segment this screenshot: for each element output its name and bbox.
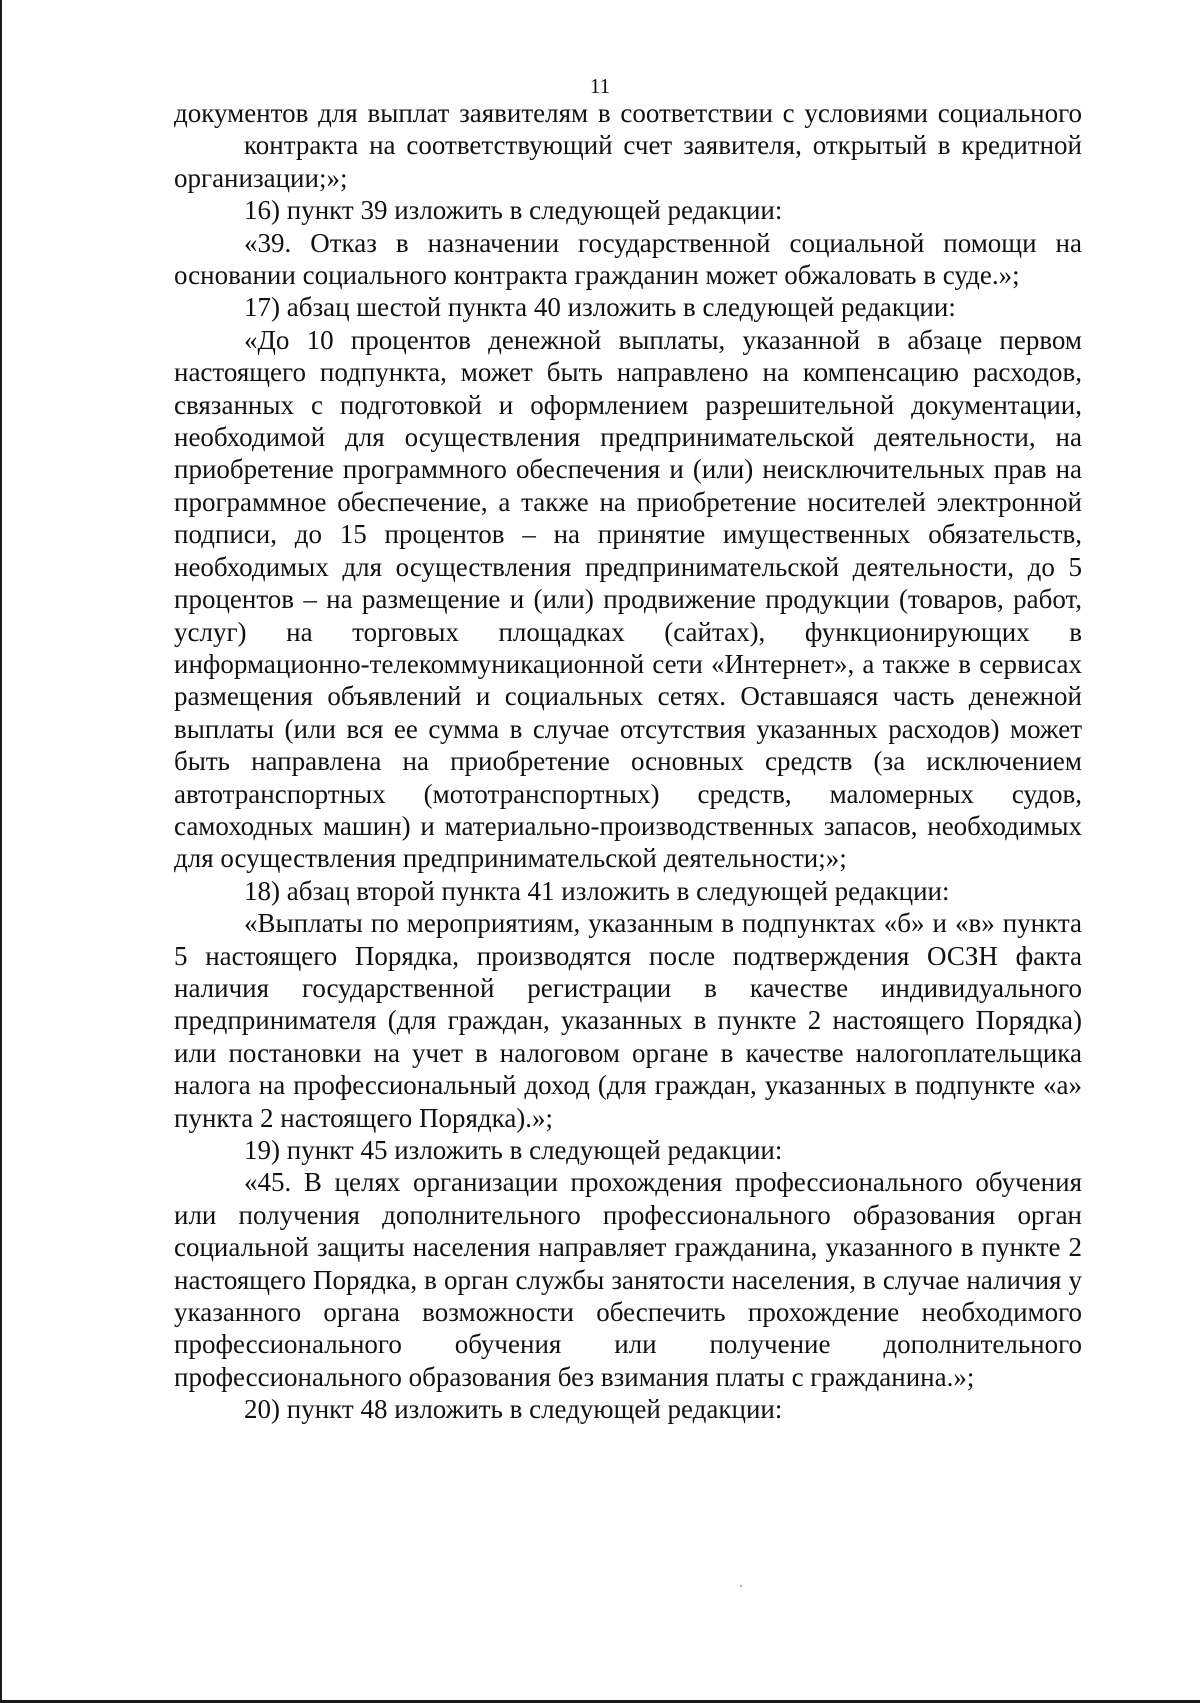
amendment-item-18: 18) абзац второй пункта 41 изложить в следующей редакции:: [244, 875, 950, 906]
document-body: [174, 97, 1082, 1426]
amendment-item-20: 20) пункт 48 изложить в следующей редакции:: [244, 1394, 783, 1425]
amendment-item-16: 16) пункт 39 изложить в следующей редакции:: [244, 195, 783, 226]
quoted-clause-41: «Выплаты по мероприятиям, указанным в подпунктах «б» и «в» пункта 5 настоящего Порядка, производятся после подтверждения ОСЗН факта наличия государственной регистрации в качестве индивидуального предпринимателя (для граждан, указанных в пункте 2 настоящего Порядка) или постановки на учет в налоговом органе в качестве налогоплательщика налога на профессиональный доход (для граждан, указанных в подпункте «а» пункта 2 настоящего Порядка).»;: [174, 908, 1082, 1133]
paragraph-continuation: документов для выплат заявителям в соответствии с условиями социального: [174, 98, 1082, 128]
paragraph-account: контракта на соответствующий счет заявителя, открытый в кредитной организации;»;: [174, 130, 1082, 193]
amendment-item-19: 19) пункт 45 изложить в следующей редакции:: [244, 1135, 783, 1165]
scan-speck: [740, 1585, 742, 1587]
quoted-clause-39: «39. Отказ в назначении государственной социальной помощи на основании социального контракта гражданин может обжаловать в суде.»;: [174, 227, 1082, 291]
quoted-clause-40: «До 10 процентов денежной выплаты, указанной в абзаце первом настоящего подпункта, может быть направлено на компенсацию расходов, связанных с подготовкой и оформлением разрешительной документации, необходимой для осуществления предпринимательской деятельности, на приобретение программного обеспечения и (или) неисключительных прав на программное обеспечение, а также на приобретение носителей электронной подписи, до 15 процентов – на принятие имущественных обязательств, необходимых для осуществления предпринимательской деятельности, до 5 процентов – на размещение и (или) продвижение продукции (товаров, работ, услуг) на торговых площадках (сайтах), функционирующих в информационно-телекоммуникационной сети «Интернет», а также в сервисах размещения объявлений и социальных сетях. Оставшаяся часть денежной выплаты (или вся ее сумма в случае отсутствия указанных расходов) может быть направлена на приобретение основных средств (за исключением автотранспортных (мототранспортных) средств, маломерных судов, самоходных машин) и материально-производственных запасов, необходимых для осуществления предпринимательской деятельности;»;: [174, 324, 1082, 874]
quoted-clause-45: «45. В целях организации прохождения профессионального обучения или получения дополнительного профессионального образования орган социальной защиты населения направляет гражданина, указанного в пункте 2 настоящего Порядка, в орган службы занятости населения, в случае наличия у указанного органа возможности обеспечить прохождение необходимого профессионального обучения или получение дополнительного профессионального образования без взимания платы с гражданина.»;: [174, 1167, 1082, 1392]
amendment-item-17: 17) абзац шестой пункта 40 изложить в следующей редакции:: [244, 292, 956, 323]
scan-edge-left: [0, 0, 2, 1703]
page-number: 11: [589, 74, 611, 98]
